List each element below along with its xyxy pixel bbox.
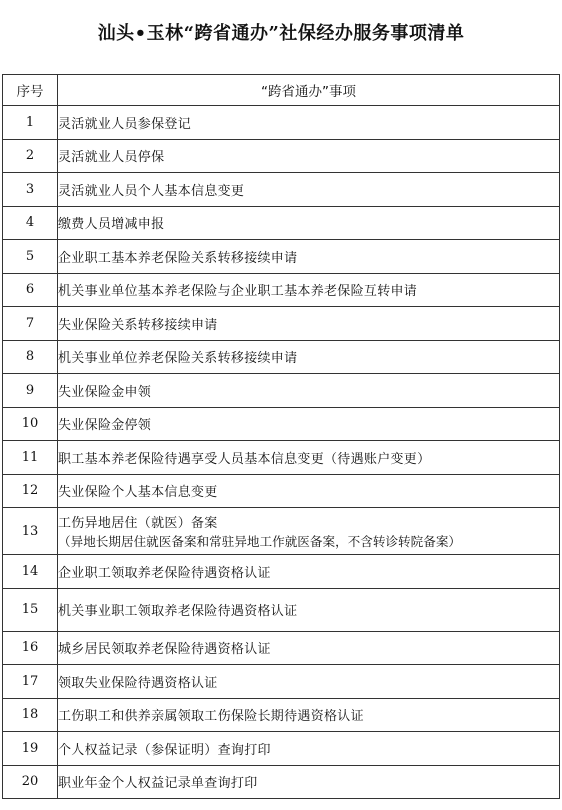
row-number: 4	[3, 206, 58, 240]
table-row	[3, 106, 560, 140]
table-row	[3, 206, 560, 240]
row-item: 工伤职工和供养亲属领取工伤保险长期待遇资格认证	[58, 698, 560, 732]
table-row	[3, 765, 560, 799]
row-number: 7	[3, 307, 58, 341]
row-item: 失业保险金停领	[58, 407, 560, 441]
row-item-note: （异地长期居住就医备案和常驻异地工作就医备案，不含转诊转院备案）	[58, 534, 461, 549]
row-item: 缴费人员增减申报	[58, 206, 560, 240]
table-row	[3, 555, 560, 589]
row-item: 企业职工领取养老保险待遇资格认证	[58, 555, 560, 589]
row-number: 19	[3, 732, 58, 766]
table-row	[3, 139, 560, 173]
row-item: 机关事业单位养老保险关系转移接续申请	[58, 340, 560, 374]
table-row	[3, 732, 560, 766]
row-number: 1	[3, 106, 58, 140]
table-row	[3, 631, 560, 665]
row-number: 3	[3, 173, 58, 207]
row-number: 12	[3, 474, 58, 508]
table-row	[3, 407, 560, 441]
row-number: 15	[3, 588, 58, 631]
table-row	[3, 307, 560, 341]
row-item: 城乡居民领取养老保险待遇资格认证	[58, 631, 560, 665]
header-serial-number: 序号	[3, 75, 58, 106]
table-row	[3, 698, 560, 732]
header-service-item: “跨省通办”事项	[58, 75, 560, 106]
row-item: 企业职工基本养老保险关系转移接续申请	[58, 240, 560, 274]
row-item: 灵活就业人员参保登记	[58, 106, 560, 140]
row-number: 5	[3, 240, 58, 274]
table-row	[3, 508, 560, 555]
row-number: 14	[3, 555, 58, 589]
table-header-row	[3, 75, 560, 106]
row-number: 20	[3, 765, 58, 799]
table-row	[3, 665, 560, 699]
row-item: 职工基本养老保险待遇享受人员基本信息变更（待遇账户变更）	[58, 441, 560, 475]
table-row	[3, 240, 560, 274]
row-item: 失业保险金申领	[58, 374, 560, 408]
row-item: 职业年金个人权益记录单查询打印	[58, 765, 560, 799]
row-number: 9	[3, 374, 58, 408]
row-item: 个人权益记录（参保证明）查询打印	[58, 732, 560, 766]
table-row	[3, 374, 560, 408]
row-item: 机关事业职工领取养老保险待遇资格认证	[58, 588, 560, 631]
row-item-main: 工伤异地居住（就医）备案	[58, 516, 218, 531]
row-item: 失业保险个人基本信息变更	[58, 474, 560, 508]
row-number: 6	[3, 273, 58, 307]
row-number: 11	[3, 441, 58, 475]
row-item: 失业保险关系转移接续申请	[58, 307, 560, 341]
row-number: 8	[3, 340, 58, 374]
table-row	[3, 340, 560, 374]
table-row	[3, 273, 560, 307]
row-item: 灵活就业人员停保	[58, 139, 560, 173]
row-number: 2	[3, 139, 58, 173]
row-number: 17	[3, 665, 58, 699]
row-item: 灵活就业人员个人基本信息变更	[58, 173, 560, 207]
table-row	[3, 588, 560, 631]
row-number: 10	[3, 407, 58, 441]
service-items-table	[2, 74, 560, 799]
row-number: 13	[3, 508, 58, 555]
row-item: 领取失业保险待遇资格认证	[58, 665, 560, 699]
table-row	[3, 474, 560, 508]
row-number: 16	[3, 631, 58, 665]
row-number: 18	[3, 698, 58, 732]
document-title: 汕头•玉林“跨省通办”社保经办服务事项清单	[97, 23, 465, 44]
table-row	[3, 441, 560, 475]
row-item	[58, 508, 560, 555]
table-row	[3, 173, 560, 207]
row-item: 机关事业单位基本养老保险与企业职工基本养老保险互转申请	[58, 273, 560, 307]
